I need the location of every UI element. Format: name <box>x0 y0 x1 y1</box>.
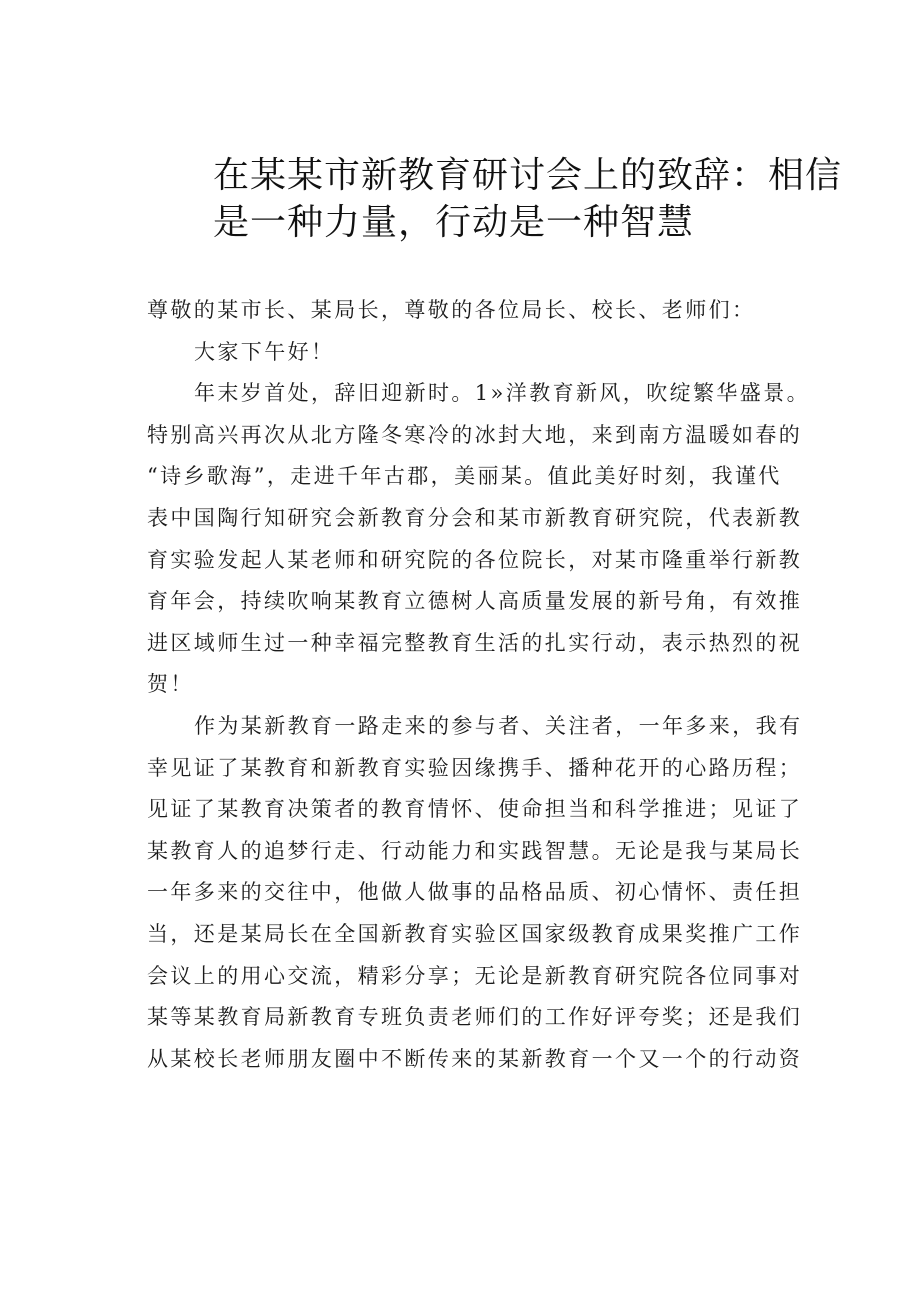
paragraph-1-line: 育年会，持续吹响某教育立德树人高质量发展的新号角，有效推 <box>147 589 803 614</box>
paragraph-2-line: 幸见证了某教育和新教育实验因缘携手、播种花开的心路历程； <box>147 755 803 780</box>
paragraph-2-line: 当，还是某局长在全国新教育实验区国家级教育成果奖推广工作 <box>147 921 803 946</box>
paragraph-2-line: 某教育人的追梦行走、行动能力和实践智慧。无论是我与某局长 <box>147 838 803 863</box>
paragraph-1-line: 贺！ <box>147 672 194 697</box>
paragraph-2-line: 会议上的用心交流，精彩分享；无论是新教育研究院各位同事对 <box>147 963 803 988</box>
paragraph-1-line: 育实验发起人某老师和研究院的各位院长，对某市隆重举行新教 <box>147 547 803 572</box>
paragraph-2-line: 作为某新教育一路走来的参与者、关注者，一年多来，我有 <box>194 713 803 738</box>
paragraph-2-line: 某等某教育局新教育专班负责老师们的工作好评夸奖；还是我们 <box>147 1005 803 1030</box>
paragraph-2-line: 从某校长老师朋友圈中不断传来的某新教育一个又一个的行动资 <box>147 1046 803 1071</box>
paragraph-1-line: 年末岁首处，辞旧迎新时。1»洋教育新风，吹绽繁华盛景。 <box>194 381 811 406</box>
document-title <box>213 152 843 246</box>
paragraph-1-line: “诗乡歌海”，走进千年古郡，美丽某。值此美好时刻，我谨代 <box>147 464 782 489</box>
paragraph-2-line: 见证了某教育决策者的教育情怀、使命担当和科学推进；见证了 <box>147 797 803 822</box>
title-line-1: 在某某市新教育研讨会上的致辞：相信 <box>213 155 843 196</box>
paragraph-2-line: 一年多来的交往中，他做人做事的品格品质、初心情怀、责任担 <box>147 880 803 905</box>
salutation: 尊敬的某市长、某局长，尊敬的各位局长、校长、老师们： <box>147 298 756 322</box>
paragraph-2 <box>147 706 802 1080</box>
document-body <box>147 290 811 1080</box>
paragraph-1-line: 进区域师生过一种幸福完整教育生活的扎实行动，表示热烈的祝 <box>147 630 803 655</box>
paragraph-1 <box>147 373 811 706</box>
title-line-2: 是一种力量，行动是一种智慧 <box>213 202 695 243</box>
paragraph-1-line: 表中国陶行知研究会新教育分会和某市新教育研究院，代表新教 <box>147 505 803 530</box>
paragraph-1-line: 特别高兴再次从北方隆冬寒冷的冰封大地，来到南方温暖如春的 <box>147 422 803 447</box>
greeting: 大家下午好！ <box>194 339 335 364</box>
